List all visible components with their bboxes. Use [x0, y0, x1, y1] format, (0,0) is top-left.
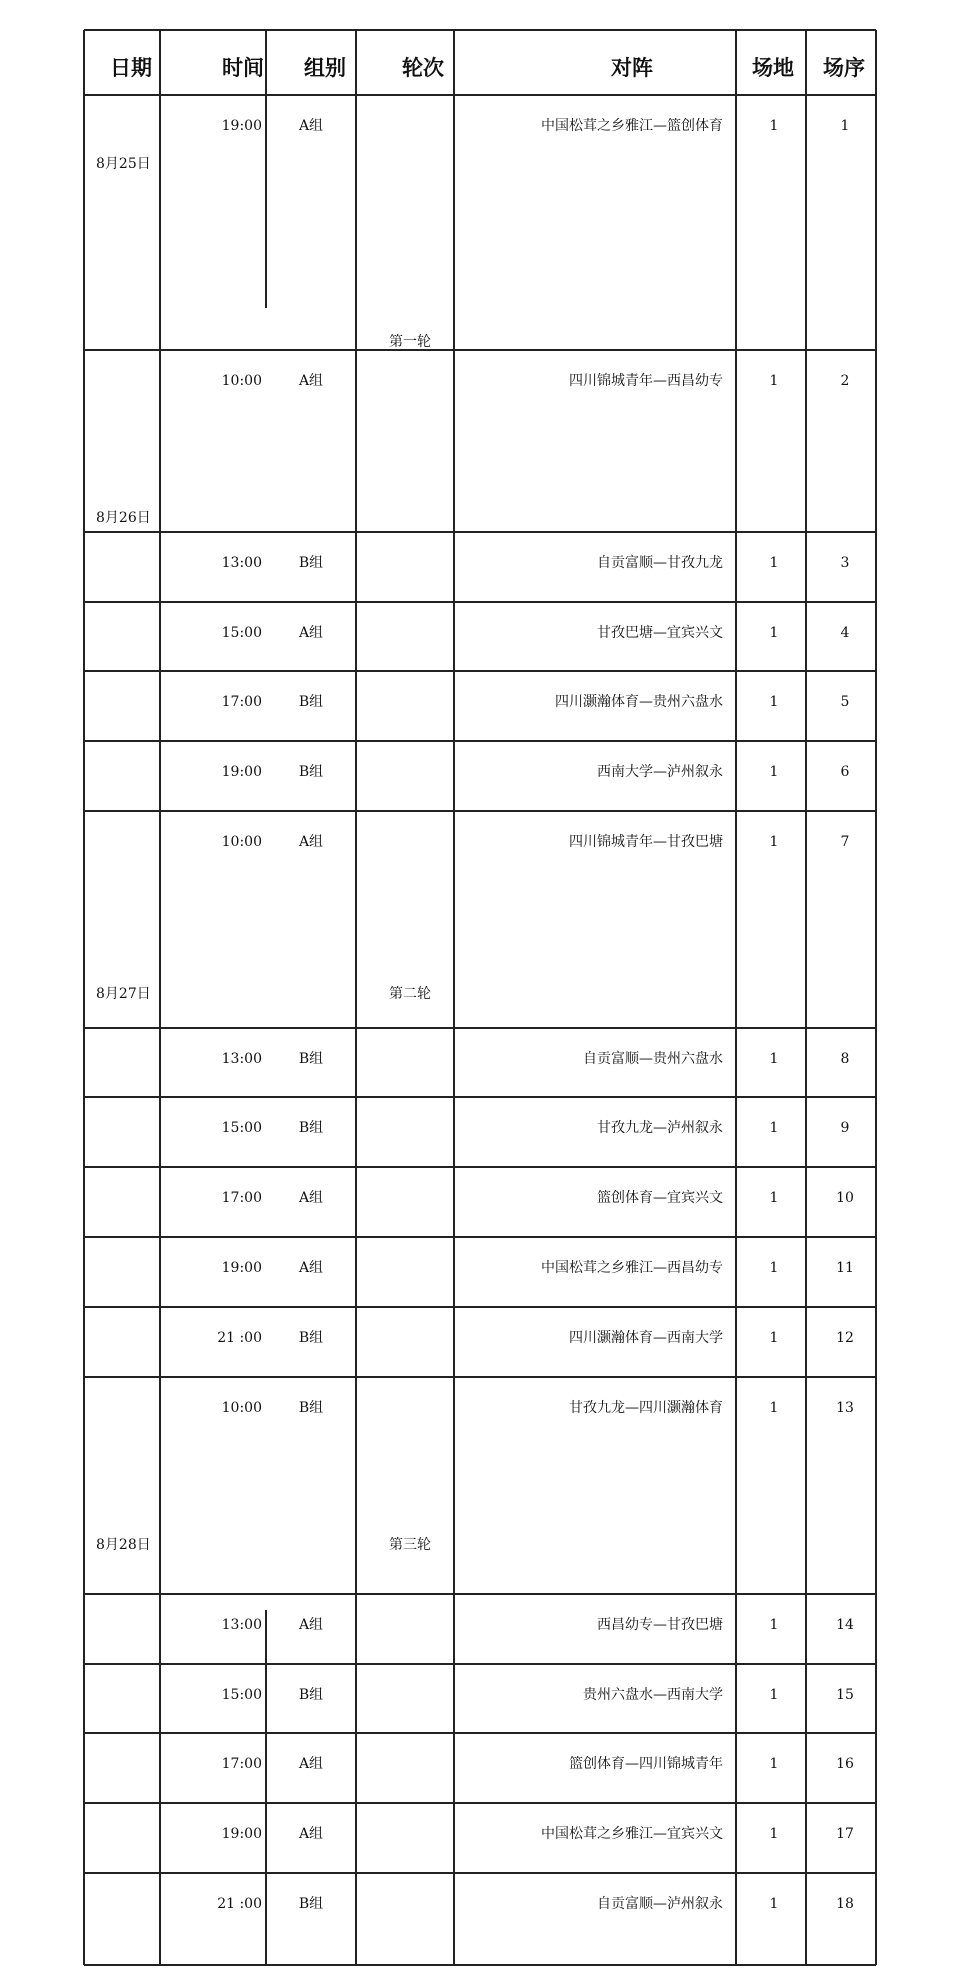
order-cell: 6 — [840, 764, 850, 780]
time-cell: 17:00 — [221, 694, 262, 710]
row-divider — [84, 1872, 876, 1874]
time-cell: 15:00 — [221, 625, 262, 641]
row-divider — [84, 29, 876, 31]
time-cell: 19:00 — [221, 1260, 262, 1276]
order-cell: 9 — [840, 1120, 850, 1136]
date-label: 8月25日 — [96, 156, 151, 172]
venue-cell: 1 — [769, 1687, 779, 1703]
group-cell: A组 — [298, 1826, 324, 1842]
group-cell: B组 — [298, 1896, 324, 1912]
venue-cell: 1 — [769, 555, 779, 571]
group-cell: A组 — [298, 1190, 324, 1206]
group-cell: B组 — [298, 1120, 324, 1136]
row-divider — [84, 1663, 876, 1665]
match-cell: 甘孜巴塘—宜宾兴文 — [597, 625, 723, 641]
group-cell: A组 — [298, 834, 324, 850]
order-cell: 12 — [836, 1330, 854, 1346]
order-cell: 16 — [836, 1756, 854, 1772]
table-border-left — [83, 30, 85, 1965]
venue-cell: 1 — [769, 1896, 779, 1912]
header-venue: 场地 — [752, 56, 794, 80]
group-cell: B组 — [298, 764, 324, 780]
match-cell: 自贡富顺—贵州六盘水 — [583, 1051, 723, 1067]
column-divider — [735, 30, 737, 1965]
time-cell: 10:00 — [221, 1400, 262, 1416]
header-round: 轮次 — [402, 56, 444, 80]
venue-cell: 1 — [769, 834, 779, 850]
match-cell: 甘孜九龙—四川灏瀚体育 — [569, 1400, 723, 1416]
match-cell: 贵州六盘水—西南大学 — [583, 1687, 723, 1703]
date-label: 8月28日 — [96, 1537, 151, 1553]
row-divider — [84, 1166, 876, 1168]
group-cell: A组 — [298, 1617, 324, 1633]
order-cell: 1 — [840, 118, 850, 134]
header-date: 日期 — [110, 56, 152, 80]
column-divider — [265, 30, 267, 308]
table-border-bottom — [84, 1964, 876, 1966]
time-cell: 19:00 — [221, 1826, 262, 1842]
time-cell: 10:00 — [221, 834, 262, 850]
row-divider — [84, 740, 876, 742]
match-cell: 篮创体育—四川锦城青年 — [569, 1756, 723, 1772]
match-cell: 西昌幼专—甘孜巴塘 — [597, 1617, 723, 1633]
group-cell: A组 — [298, 373, 324, 389]
order-cell: 2 — [840, 373, 850, 389]
venue-cell: 1 — [769, 1826, 779, 1842]
row-divider — [84, 601, 876, 603]
order-cell: 8 — [840, 1051, 850, 1067]
group-cell: A组 — [298, 118, 324, 134]
match-cell: 甘孜九龙—泸州叙永 — [597, 1120, 723, 1136]
order-cell: 5 — [840, 694, 850, 710]
order-cell: 3 — [840, 555, 850, 571]
row-divider — [84, 1376, 876, 1378]
time-cell: 17:00 — [221, 1756, 262, 1772]
order-cell: 15 — [836, 1687, 854, 1703]
time-cell: 13:00 — [221, 1617, 262, 1633]
date-label: 8月27日 — [96, 986, 151, 1002]
header-group: 组别 — [304, 56, 346, 80]
order-cell: 18 — [836, 1896, 854, 1912]
time-cell: 17:00 — [221, 1190, 262, 1206]
venue-cell: 1 — [769, 625, 779, 641]
row-divider — [84, 1236, 876, 1238]
order-cell: 10 — [836, 1190, 854, 1206]
round-label: 第二轮 — [389, 986, 431, 1002]
time-cell: 19:00 — [221, 118, 262, 134]
row-divider — [84, 670, 876, 672]
row-divider — [84, 1027, 876, 1029]
date-label: 8月26日 — [96, 510, 151, 526]
venue-cell: 1 — [769, 118, 779, 134]
match-cell: 四川灏瀚体育—贵州六盘水 — [555, 694, 723, 710]
venue-cell: 1 — [769, 1120, 779, 1136]
group-cell: B组 — [298, 1400, 324, 1416]
time-cell: 15:00 — [221, 1120, 262, 1136]
group-cell: B组 — [298, 555, 324, 571]
order-cell: 4 — [840, 625, 850, 641]
match-cell: 四川灏瀚体育—西南大学 — [569, 1330, 723, 1346]
row-divider — [84, 1802, 876, 1804]
venue-cell: 1 — [769, 1756, 779, 1772]
order-cell: 17 — [836, 1826, 854, 1842]
row-divider — [84, 1306, 876, 1308]
order-cell: 13 — [836, 1400, 854, 1416]
venue-cell: 1 — [769, 764, 779, 780]
group-cell: B组 — [298, 1687, 324, 1703]
venue-cell: 1 — [769, 373, 779, 389]
group-cell: B组 — [298, 1051, 324, 1067]
column-divider — [355, 30, 357, 1965]
venue-cell: 1 — [769, 1190, 779, 1206]
time-cell: 21 :00 — [217, 1896, 262, 1912]
match-cell: 自贡富顺—甘孜九龙 — [597, 555, 723, 571]
match-cell: 四川锦城青年—西昌幼专 — [569, 373, 723, 389]
row-divider — [84, 810, 876, 812]
order-cell: 14 — [836, 1617, 854, 1633]
row-divider — [84, 1732, 876, 1734]
venue-cell: 1 — [769, 1617, 779, 1633]
row-divider — [84, 1096, 876, 1098]
match-cell: 西南大学—泸州叙永 — [597, 764, 723, 780]
time-cell: 13:00 — [221, 555, 262, 571]
match-cell: 中国松茸之乡雅江—篮创体育 — [541, 118, 723, 134]
match-cell: 自贡富顺—泸州叙永 — [597, 1896, 723, 1912]
venue-cell: 1 — [769, 694, 779, 710]
venue-cell: 1 — [769, 1330, 779, 1346]
column-divider — [453, 30, 455, 1965]
row-divider — [84, 1593, 876, 1595]
group-cell: A组 — [298, 1756, 324, 1772]
match-cell: 篮创体育—宜宾兴文 — [597, 1190, 723, 1206]
column-divider — [159, 30, 161, 1965]
venue-cell: 1 — [769, 1051, 779, 1067]
order-cell: 7 — [840, 834, 850, 850]
time-cell: 21 :00 — [217, 1330, 262, 1346]
table-border-right — [875, 30, 877, 1965]
group-cell: B组 — [298, 694, 324, 710]
round-label: 第三轮 — [389, 1537, 431, 1553]
header-order: 场序 — [823, 56, 865, 80]
venue-cell: 1 — [769, 1400, 779, 1416]
row-divider — [84, 349, 876, 351]
time-cell: 19:00 — [221, 764, 262, 780]
match-cell: 四川锦城青年—甘孜巴塘 — [569, 834, 723, 850]
match-cell: 中国松茸之乡雅江—西昌幼专 — [541, 1260, 723, 1276]
schedule-table — [84, 30, 876, 1965]
time-cell: 15:00 — [221, 1687, 262, 1703]
time-cell: 10:00 — [221, 373, 262, 389]
round-label: 第一轮 — [389, 334, 431, 350]
header-match: 对阵 — [611, 56, 653, 80]
time-cell: 13:00 — [221, 1051, 262, 1067]
order-cell: 11 — [836, 1260, 854, 1276]
row-divider — [84, 94, 876, 96]
row-divider — [84, 531, 876, 533]
match-cell: 中国松茸之乡雅江—宜宾兴文 — [541, 1826, 723, 1842]
group-cell: A组 — [298, 625, 324, 641]
header-time: 时间 — [222, 56, 264, 80]
group-cell: A组 — [298, 1260, 324, 1276]
column-divider — [805, 30, 807, 1965]
group-cell: B组 — [298, 1330, 324, 1346]
venue-cell: 1 — [769, 1260, 779, 1276]
